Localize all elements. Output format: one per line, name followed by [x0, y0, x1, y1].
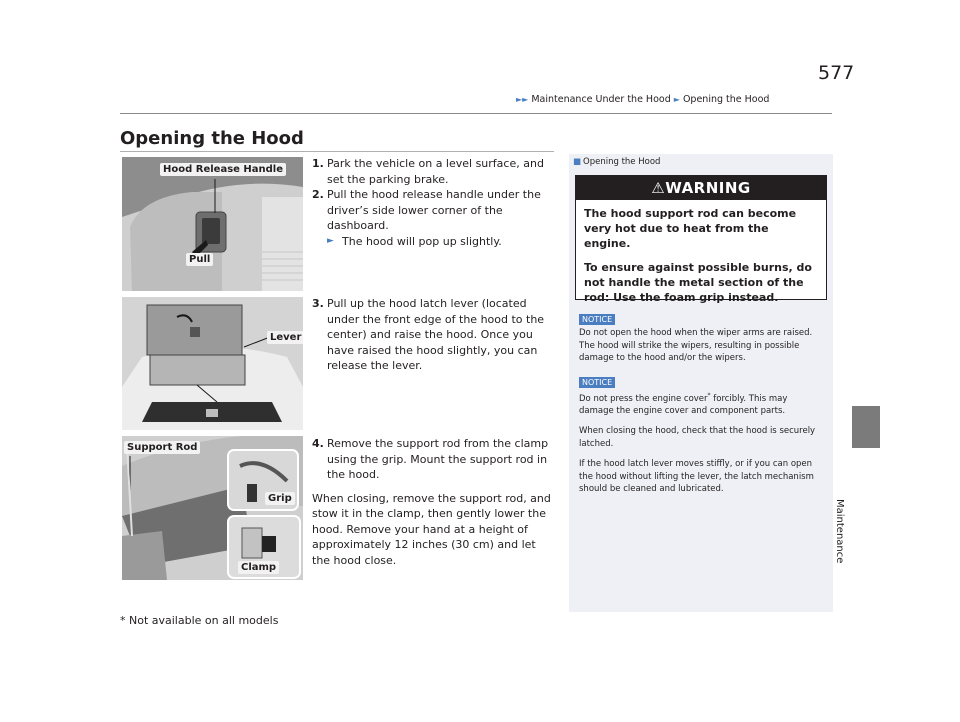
title-rule [120, 151, 554, 152]
step-text: Pull up the hood latch lever (located under the front edge of the hood to the center) and raise the hood. Once you have raised the hood slightly, you can release the lever. [327, 297, 545, 372]
result-arrow-icon: ► [327, 235, 334, 246]
chapter-label: Maintenance [834, 499, 845, 564]
warning-label: WARNING [665, 179, 751, 197]
notice-badge: NOTICE [579, 314, 615, 325]
note-text: If the hood latch lever moves stiffly, or if you can open the hood without lifting the lever, the latch mechanism should be cleaned and lubricated. [579, 459, 814, 495]
step-number: 1. [312, 157, 324, 170]
reference-icon: ■ [573, 157, 582, 167]
notice-text: Do not press the engine cover* forcibly. This may damage the engine cover and component parts. [579, 391, 788, 416]
steps-3 [312, 296, 557, 374]
hood-release-handle-figure [122, 157, 303, 291]
breadcrumb-section[interactable]: Maintenance Under the Hood [531, 94, 671, 105]
notice-badge: NOTICE [579, 377, 615, 388]
step-number: 4. [312, 437, 324, 450]
sidebar-notes [579, 314, 823, 496]
warning-text: The hood support rod can become very hot due to heat from the engine. [584, 207, 797, 250]
warning-triangle-icon: ⚠ [651, 179, 666, 197]
page-title: Opening the Hood [120, 128, 304, 149]
note-text: When closing the hood, check that the hood is securely latched. [579, 426, 816, 449]
warning-text: To ensure against possible burns, do not handle the metal section of the rod: Use the foam grip instead. [584, 261, 812, 304]
closing-paragraph: When closing, remove the support rod, and stow it in the clamp, then gently lower the hood. Remove your hand at a height of approximately 12 inches (30 cm) and let the hood close. [312, 491, 551, 567]
steps-1-2 [312, 156, 557, 249]
breadcrumb-page: Opening the Hood [682, 94, 770, 105]
footnote-marker[interactable]: * [707, 391, 711, 399]
breadcrumb-arrow-icon: ► [673, 95, 680, 104]
notice-2 [579, 377, 823, 418]
result-text: The hood will pop up slightly. [342, 234, 502, 248]
chapter-tab[interactable] [852, 406, 880, 448]
step-text: Remove the support rod from the clamp using the grip. Mount the support rod in the hood. [327, 437, 549, 481]
steps-4 [312, 436, 557, 568]
hood-latch-lever-figure [122, 297, 303, 430]
footnote: * Not available on all models [120, 614, 279, 627]
warning-header [576, 176, 826, 200]
step-text: Pull the hood release handle under the driver’s side lower corner of the dashboard. [327, 188, 541, 232]
step-2-result [327, 234, 557, 250]
clamp-label: Clamp [238, 561, 279, 574]
support-rod-label: Support Rod [124, 441, 200, 454]
hood-release-handle-label: Hood Release Handle [160, 163, 286, 176]
breadcrumb [516, 94, 769, 105]
step-4 [312, 436, 557, 483]
step-1 [312, 156, 557, 187]
breadcrumb-arrow-icon: ►► [516, 95, 529, 104]
step-number: 3. [312, 297, 324, 310]
warning-box [575, 175, 827, 304]
notice-text: Do not open the hood when the wiper arms are raised. The hood will strike the wipers, resulting in possible damage to the hood and/or the wipers. [579, 328, 813, 363]
step-2 [312, 187, 557, 249]
step-number: 2. [312, 188, 324, 201]
sidebar-heading: ■ Opening the Hood [573, 157, 661, 167]
header-rule [120, 113, 832, 114]
lever-label: Lever [267, 331, 303, 344]
page-number: 577 [818, 62, 855, 84]
notice-1 [579, 314, 823, 365]
step-3 [312, 296, 557, 374]
warning-body [576, 200, 826, 311]
support-rod-figure [122, 436, 303, 580]
step-text: Park the vehicle on a level surface, and set the parking brake. [327, 157, 544, 186]
grip-label: Grip [265, 492, 295, 505]
pull-label: Pull [186, 253, 213, 266]
